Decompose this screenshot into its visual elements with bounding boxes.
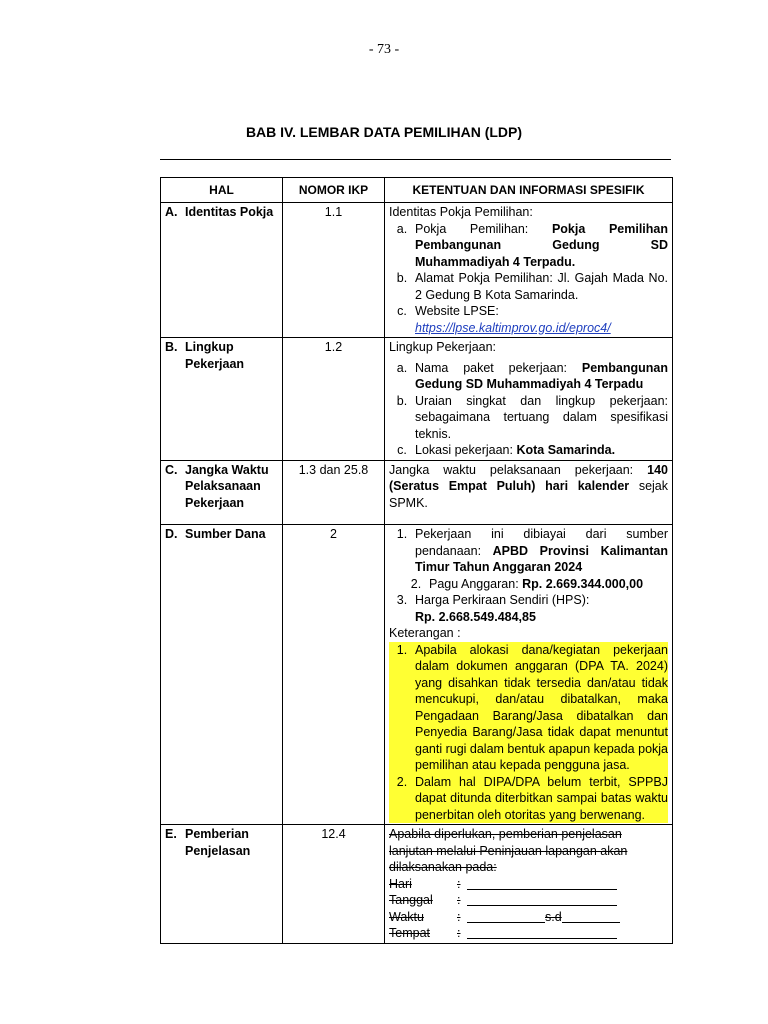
ldp-table (160, 177, 673, 944)
document-title: BAB IV. LEMBAR DATA PEMILIHAN (LDP) (245, 124, 523, 140)
list-item: b. Uraian singkat dan lingkup pekerjaan: sebagaimana tertuang dalam spesifikasi teknis. (396, 393, 668, 441)
table-row (161, 825, 673, 944)
hal-label: Sumber Dana (185, 527, 266, 541)
list-item: a. Pokja Pemilihan: Pokja Pemilihan Pembangunan Gedung SD Muhammadiyah 4 Terpadu. (396, 221, 669, 269)
hal-label: Pemberian Penjelasan (185, 827, 251, 858)
waktu-field: Waktu : s.d (389, 909, 668, 926)
list-item: c. Lokasi pekerjaan: Kota Samarinda. (397, 443, 616, 457)
ketentuan-cell (385, 825, 673, 944)
hal-cell (161, 203, 283, 338)
page-number: - 73 - (368, 42, 400, 57)
ikp-cell: 1.1 (283, 203, 385, 338)
list-item: 2. Pagu Anggaran: Rp. 2.669.344.000,00 (410, 576, 644, 591)
list-item: c. Website LPSE: https://lpse.kaltimprov.go.id/eproc4/ (397, 304, 611, 335)
hal-cell (161, 525, 283, 825)
table-row (161, 525, 673, 825)
intro-text: Identitas Pokja Pemilihan: (389, 205, 533, 219)
struck-explanation-text: Apabila diperlukan, pemberian penjelasan lanjutan melalui Peninjauan lapangan akan dilaksanakan pada: (389, 827, 628, 874)
table-header-row (161, 178, 673, 203)
intro-text: Lingkup Pekerjaan: (389, 340, 497, 354)
row-letter: A. (165, 205, 178, 219)
header-ketentuan: KETENTUAN DAN INFORMASI SPESIFIK (385, 178, 673, 203)
row-letter: B. (165, 340, 178, 354)
item-list (389, 221, 668, 337)
hal-label: Identitas Pokja (185, 205, 274, 219)
funding-list (389, 526, 668, 625)
row-letter: C. (165, 462, 178, 477)
hal-label: Jangka Waktu Pelaksanaan Pekerjaan (185, 462, 269, 510)
tempat-field: Tempat : (389, 925, 668, 942)
list-item: 2. Dalam hal DIPA/DPA belum terbit, SPPBJ dapat ditunda diterbitkan sampai batas waktu penerbitan oleh otoritas yang berwenang. (396, 774, 668, 822)
title-divider (160, 159, 671, 160)
list-item: a. Nama paket pekerjaan: Pembangunan Gedung SD Muhammadiyah 4 Terpadu (396, 360, 668, 391)
hal-label: Lingkup Pekerjaan (185, 340, 245, 371)
ketentuan-cell (385, 338, 673, 461)
header-nomor-ikp: NOMOR IKP (283, 178, 385, 203)
list-item: b. Alamat Pokja Pemilihan: Jl. Gajah Mada No. 2 Gedung B Kota Samarinda. (396, 271, 668, 302)
table-row (161, 460, 673, 525)
ikp-cell: 2 (283, 525, 385, 825)
hal-cell (161, 460, 283, 525)
list-item: 3. Harga Perkiraan Sendiri (HPS): Rp. 2.668.549.484,85 (396, 593, 590, 624)
highlighted-notes (389, 642, 668, 824)
ketentuan-cell (385, 525, 673, 825)
hal-cell (161, 825, 283, 944)
ketentuan-cell: Jangka waktu pelaksanaan pekerjaan: 140 (Seratus Empat Puluh) hari kalender sejak SPMK. (385, 460, 673, 525)
table-row (161, 203, 673, 338)
ikp-cell: 12.4 (283, 825, 385, 944)
item-list (389, 360, 668, 459)
header-hal: HAL (161, 178, 283, 203)
ikp-cell: 1.2 (283, 338, 385, 461)
ketentuan-cell (385, 203, 673, 338)
tanggal-field: Tanggal : (389, 892, 668, 909)
list-item: 1. Apabila alokasi dana/kegiatan pekerjaan dalam dokumen anggaran (DPA TA. 2024) yang disahkan tidak tersedia dan/atau tidak mencukupi, dan/atau dibatalkan, maka Pengadaan Barang/Jasa dibatalkan dan Penyedia Barang/Jasa tidak dapat menuntut ganti rugi dalam bentuk apapun kepada pokja pemilihan atau kepada pengguna jasa. (396, 642, 668, 772)
hal-cell (161, 338, 283, 461)
note-label: Keterangan : (389, 626, 461, 640)
lpse-website-link[interactable]: https://lpse.kaltimprov.go.id/eproc4/ (415, 320, 611, 335)
row-letter: D. (165, 527, 178, 541)
row-letter: E. (165, 827, 177, 841)
ikp-cell: 1.3 dan 25.8 (283, 460, 385, 525)
list-item: 1. Pekerjaan ini dibiayai dari sumber pendanaan: APBD Provinsi Kalimantan Timur Tahun Anggaran 2024 (396, 527, 668, 574)
hari-field: Hari : (389, 876, 668, 893)
table-row (161, 338, 673, 461)
